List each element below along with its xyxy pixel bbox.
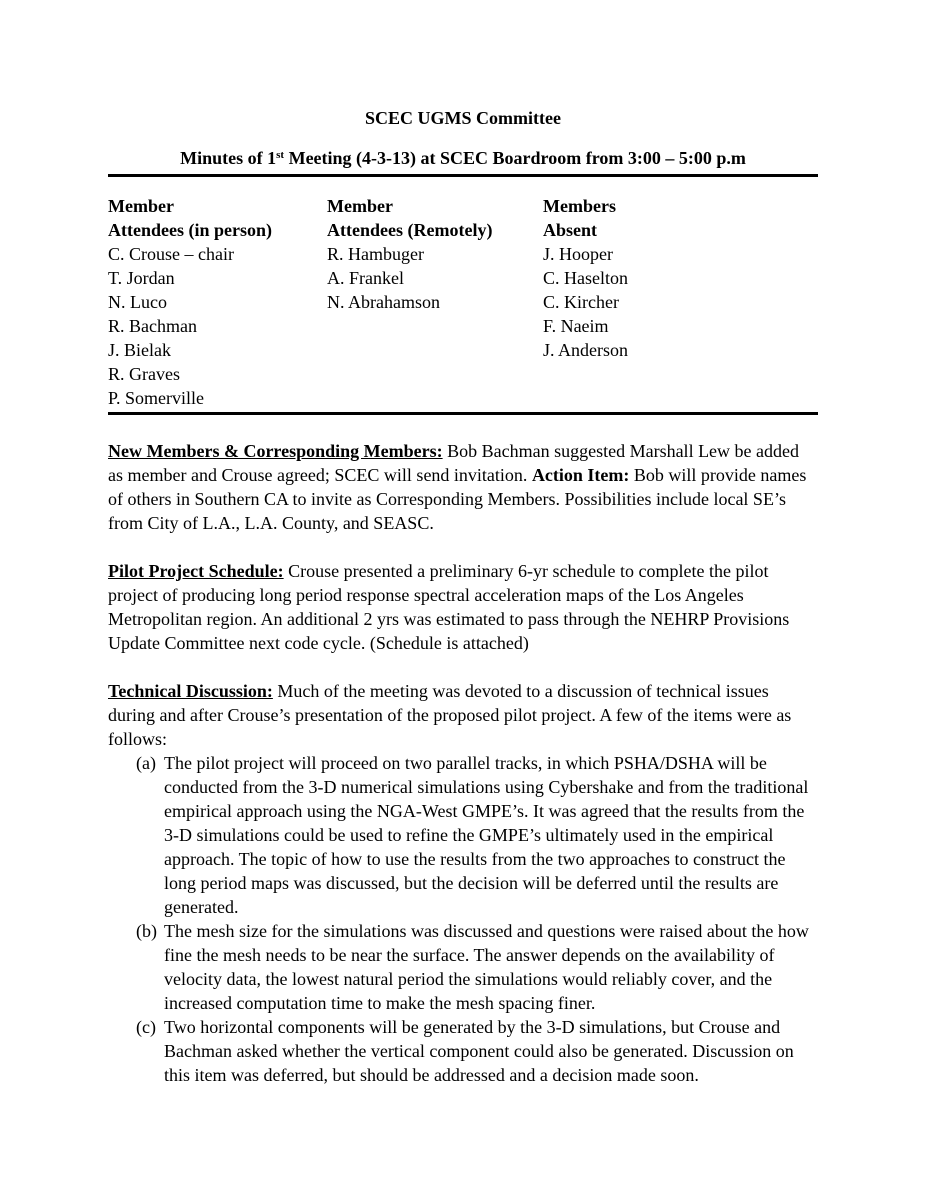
attendee-name: P. Somerville [108,388,205,408]
attendee-name: J. Anderson [543,340,628,360]
section-text: Crouse presented a preliminary 6-yr schedule to complete the pilot project of producing long period response spectral acceleration maps of the Los Angeles Metropolitan region. An additional 2 yrs was estimated to pass through the NEHRP Provisions Update Committee next code cycle. (Schedule is attached) [108,561,790,653]
list-item-b [108,919,818,1015]
column-header-line1: Members [543,196,616,216]
subtitle-text-pre: Minutes of 1 [180,148,277,168]
section-text: Bob Bachman suggested Marshall Lew be added as member and Crouse agreed; SCEC will send invitation. [108,441,800,485]
attendee-name: R. Graves [108,364,180,384]
section-text: Much of the meeting was devoted to a discussion of technical issues during and after Crouse’s presentation of the proposed pilot project. A few of the items were as follows: [108,681,792,749]
list-marker: (c) [136,1017,156,1037]
attendee-name: J. Hooper [543,244,613,264]
attendee-name: C. Kircher [543,292,619,312]
column-header-line1: Member [108,196,174,216]
attendees-column-in-person [108,194,327,410]
column-header-line2: Absent [543,220,598,240]
list-text: The pilot project will proceed on two parallel tracks, in which PSHA/DSHA will be conducted from the 3-D numerical simulations using Cybershake and from the traditional empirical approach using the NGA-West GMPE’s. It was agreed that the results from the 3-D simulations could be used to refine the GMPE’s ultimately used in the empirical approach. The topic of how to use the results from the two approaches to construct the long period maps was discussed, but the decision will be deferred until the results are generated. [164,753,809,917]
doc-title: SCEC UGMS Committee [365,108,561,128]
attendee-name: F. Naeim [543,316,609,336]
subtitle-text-post: Meeting (4-3-13) at SCEC Boardroom from 3:00 – 5:00 p.m [284,148,746,168]
attendee-name: C. Crouse – chair [108,244,234,264]
divider-bottom [108,412,818,415]
section-new-members [108,439,818,535]
attendee-name: T. Jordan [108,268,175,288]
column-header-line2: Attendees (Remotely) [327,220,493,240]
attendees-column-absent [543,194,818,410]
column-header-line1: Member [327,196,393,216]
list-text: The mesh size for the simulations was discussed and questions were raised about the how fine the mesh needs to be near the surface. The answer depends on the availability of velocity data, the lowest natural period the simulations would reliably cover, and the increased computation time to make the mesh spacing finer. [164,921,809,1013]
list-item-a [108,751,818,919]
attendee-name: N. Abrahamson [327,292,440,312]
attendee-name: A. Frankel [327,268,404,288]
section-heading: Pilot Project Schedule: [108,561,284,581]
attendees-column-remote [327,194,543,410]
section-heading: Technical Discussion: [108,681,273,701]
section-text: Bob will provide names of others in Southern CA to invite as Corresponding Members. Possibilities include local SE’s from City of L.A., L.A. County, and SEASC. [108,465,807,533]
attendee-name: J. Bielak [108,340,171,360]
attendee-name: R. Bachman [108,316,197,336]
subtitle-superscript: st [276,149,285,161]
attendee-name: R. Hambuger [327,244,424,264]
list-text: Two horizontal components will be generated by the 3-D simulations, but Crouse and Bachman asked whether the vertical component could also be generated. Discussion on this item was deferred, but should be addressed and a decision made soon. [164,1017,794,1085]
action-item-label: Action Item: [531,465,630,485]
list-marker: (a) [136,753,156,773]
column-header-line2: Attendees (in person) [108,220,272,240]
list-marker: (b) [136,921,157,941]
technical-items-list [108,751,818,1087]
doc-subtitle [108,146,818,170]
section-heading: New Members & Corresponding Members: [108,441,443,461]
attendee-name: N. Luco [108,292,167,312]
section-pilot-schedule [108,559,818,655]
attendees-table [108,177,818,412]
list-item-c [108,1015,818,1087]
section-technical-discussion [108,679,818,751]
attendee-name: C. Haselton [543,268,628,288]
